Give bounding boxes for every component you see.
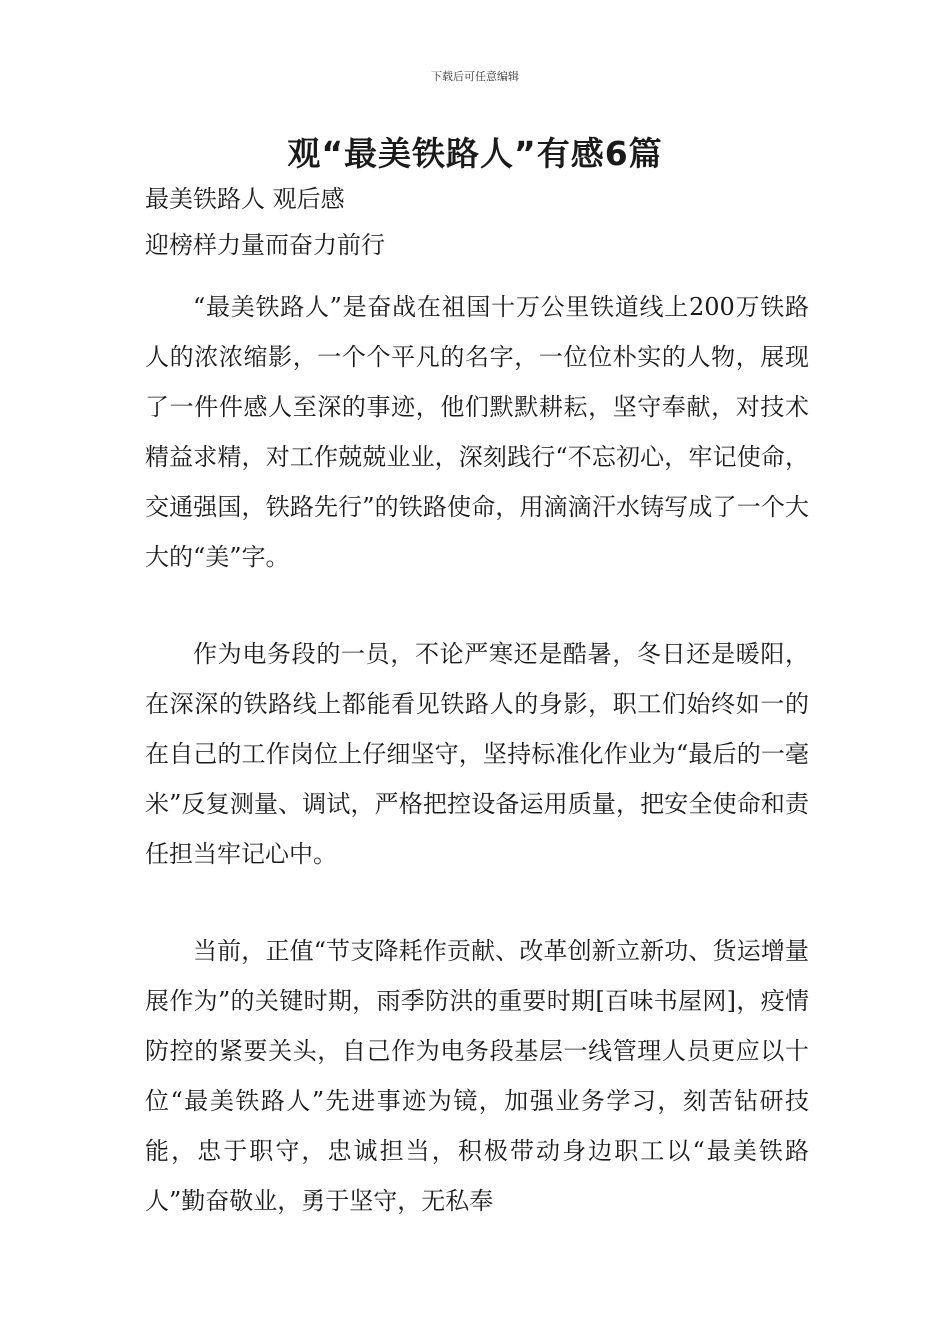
paragraph-2: 作为电务段的一员，不论严寒还是酷暑，冬日还是暖阳，在深深的铁路线上都能看见铁路人的身影，职工们始终如一的在自己的工作岗位上仔细坚守，坚持标准化作业为“最后的一毫米”反复测量、调试，严格把控设备运用质量，把安全使命和责任担当牢记心中。 bbox=[145, 640, 809, 868]
subtitle-line-2: 迎榜样力量而奋力前行 bbox=[145, 231, 385, 259]
paragraph-3: 当前，正值“节支降耗作贡献、改革创新立新功、货运增量展作为”的关键时期，雨季防洪的重要时期[百味书屋网]，疫情防控的紧要关头，自己作为电务段基层一线管理人员更应以十位“最美铁路人”先进事迹为镜，加强业务学习，刻苦钻研技能，忠于职守，忠诚担当，积极带动身边职工以“最美铁路人”勤奋敬业，勇于坚守，无私奉 bbox=[145, 937, 809, 1215]
document-body bbox=[145, 176, 809, 1226]
subtitle-line-1: 最美铁路人 观后感 bbox=[145, 185, 345, 213]
paragraph-1: “最美铁路人”是奋战在祖国十万公里铁道线上200万铁路人的浓浓缩影，一个个平凡的名字，一位位朴实的人物，展现了一件件感人至深的事迹，他们默默耕耘，坚守奉献，对技术精益求精，对工作兢兢业业，深刻践行“不忘初心，牢记使命，交通强国，铁路先行”的铁路使命，用滴滴汗水铸写成了一个大大的“美”字。 bbox=[145, 293, 809, 571]
document-title: 观“最美铁路人”有感6篇 bbox=[287, 134, 663, 173]
header-note: 下载后可任意编辑 bbox=[431, 70, 519, 83]
